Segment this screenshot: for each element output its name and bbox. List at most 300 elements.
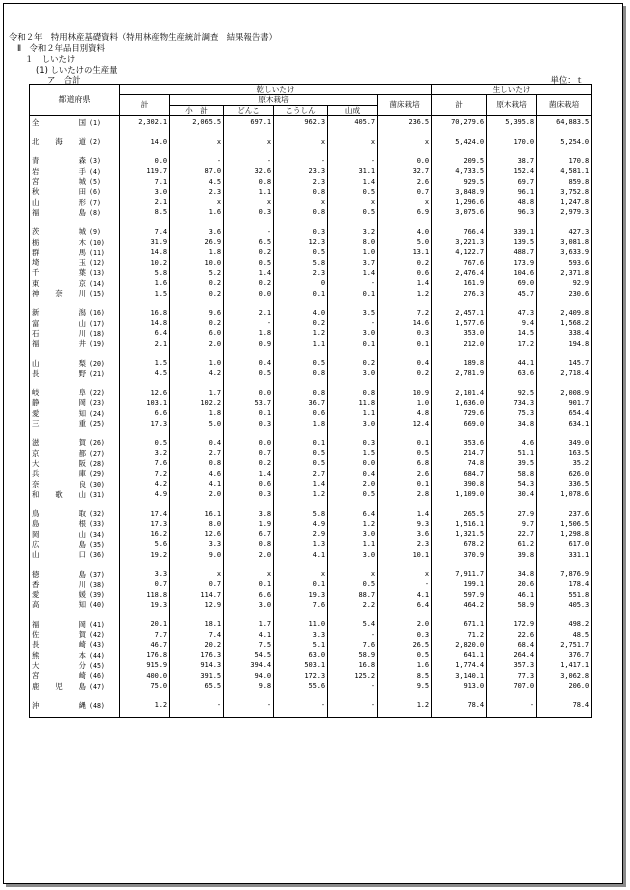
table-row bbox=[30, 177, 592, 187]
prefecture-name: 栃木 bbox=[32, 237, 86, 247]
value-cell: 96.1 bbox=[487, 187, 537, 197]
value-cell: 3.6 bbox=[378, 530, 432, 540]
value-cell: 47.3 bbox=[487, 308, 537, 318]
value-cell: 0.1 bbox=[274, 580, 328, 590]
prefecture-name: 鳥取 bbox=[32, 509, 86, 519]
spacer-cell bbox=[274, 299, 328, 308]
value-cell: 767.6 bbox=[432, 258, 487, 268]
prefecture-cell bbox=[30, 319, 120, 329]
value-cell: 2.3 bbox=[170, 187, 224, 197]
value-cell: 2.0 bbox=[328, 480, 378, 490]
prefecture-name: 島根 bbox=[32, 519, 86, 529]
value-cell: 170.8 bbox=[537, 156, 592, 166]
value-cell: 1.8 bbox=[274, 419, 328, 429]
prefecture-name: 長野 bbox=[32, 368, 86, 378]
spacer-cell bbox=[328, 561, 378, 570]
value-cell: 405.3 bbox=[537, 600, 592, 610]
value-cell: 2,065.5 bbox=[170, 115, 224, 128]
table-row bbox=[30, 167, 592, 177]
value-cell: 5.8 bbox=[274, 258, 328, 268]
prefecture-name: 滋賀 bbox=[32, 438, 86, 448]
value-cell: 237.6 bbox=[537, 509, 592, 519]
sanseki-header: 山成 bbox=[328, 105, 378, 115]
value-cell: 2.9 bbox=[274, 530, 328, 540]
value-cell: 1,636.0 bbox=[432, 398, 487, 408]
prefecture-cell bbox=[30, 369, 120, 379]
subsection-title: (1) しいたけの生産量 bbox=[36, 65, 118, 75]
spacer-cell bbox=[378, 379, 432, 388]
value-cell: 4.0 bbox=[378, 227, 432, 237]
value-cell: 1.8 bbox=[170, 248, 224, 258]
value-cell: 3.3 bbox=[274, 630, 328, 640]
value-cell: 11.8 bbox=[328, 398, 378, 408]
value-cell: 88.7 bbox=[328, 590, 378, 600]
prefecture-name: 広島 bbox=[32, 539, 86, 549]
prefecture-name: 大分 bbox=[32, 660, 86, 670]
value-cell: 176.8 bbox=[120, 651, 170, 661]
value-cell: 0.2 bbox=[274, 319, 328, 329]
prefecture-name: 奈良 bbox=[32, 479, 86, 489]
prefecture-name: 山梨 bbox=[32, 358, 86, 368]
value-cell: 34.8 bbox=[487, 419, 537, 429]
row-code: (38) bbox=[89, 580, 105, 589]
prefecture-cell bbox=[30, 359, 120, 369]
table-row bbox=[30, 137, 592, 147]
prefecture-name: 山形 bbox=[32, 197, 86, 207]
value-cell: 2,781.9 bbox=[432, 369, 487, 379]
value-cell: x bbox=[328, 198, 378, 208]
value-cell: 16.8 bbox=[120, 308, 170, 318]
table-row bbox=[30, 620, 592, 630]
prefecture-name: 徳島 bbox=[32, 569, 86, 579]
value-cell: 3,075.6 bbox=[432, 208, 487, 218]
spacer-cell bbox=[224, 350, 274, 359]
value-cell: 1.2 bbox=[274, 329, 328, 339]
value-cell: 1.9 bbox=[224, 519, 274, 529]
value-cell: 19.3 bbox=[120, 600, 170, 610]
spacer-cell bbox=[487, 128, 537, 137]
value-cell: 0.2 bbox=[328, 359, 378, 369]
spacer-cell bbox=[487, 350, 537, 359]
value-cell: 2.6 bbox=[378, 469, 432, 479]
row-code: (18) bbox=[89, 329, 105, 338]
value-cell: 27.9 bbox=[487, 509, 537, 519]
value-cell: 5.4 bbox=[328, 620, 378, 630]
table-row bbox=[30, 329, 592, 339]
value-cell: x bbox=[224, 570, 274, 580]
value-cell: 0.4 bbox=[378, 359, 432, 369]
prefecture-name: 愛知 bbox=[32, 408, 86, 418]
value-cell: 58.8 bbox=[487, 469, 537, 479]
spacer-cell bbox=[537, 299, 592, 308]
prefecture-cell bbox=[30, 187, 120, 197]
value-cell: 23.3 bbox=[274, 167, 328, 177]
value-cell: - bbox=[328, 630, 378, 640]
fresh-bed-cultivation-header: 菌床栽培 bbox=[537, 95, 592, 116]
value-cell: 3.0 bbox=[328, 530, 378, 540]
table-row bbox=[30, 682, 592, 692]
value-cell: 10.1 bbox=[378, 550, 432, 560]
value-cell: 1.4 bbox=[328, 268, 378, 278]
prefecture-cell bbox=[30, 268, 120, 278]
spacer-cell bbox=[537, 561, 592, 570]
value-cell: 178.4 bbox=[537, 580, 592, 590]
prefecture-name: 北海道 bbox=[32, 137, 86, 147]
prefecture-name: 岩手 bbox=[32, 166, 86, 176]
value-cell: 962.3 bbox=[274, 115, 328, 128]
value-cell: 173.9 bbox=[487, 258, 537, 268]
value-cell: 2,751.7 bbox=[537, 640, 592, 650]
table-row bbox=[30, 238, 592, 248]
value-cell: 1.5 bbox=[328, 449, 378, 459]
prefecture-cell bbox=[30, 308, 120, 318]
value-cell: 0.5 bbox=[328, 187, 378, 197]
prefecture-cell bbox=[30, 540, 120, 550]
value-cell: 77.3 bbox=[487, 671, 537, 681]
value-cell: 38.7 bbox=[487, 156, 537, 166]
table-row bbox=[30, 449, 592, 459]
prefecture-cell bbox=[30, 570, 120, 580]
value-cell: 8.5 bbox=[378, 671, 432, 681]
value-cell: 641.1 bbox=[432, 651, 487, 661]
row-code: (23) bbox=[89, 399, 105, 408]
spacer-cell bbox=[120, 500, 170, 509]
value-cell: 626.0 bbox=[537, 469, 592, 479]
value-cell: 2,101.4 bbox=[432, 388, 487, 398]
table-row bbox=[30, 580, 592, 590]
prefecture-cell bbox=[30, 630, 120, 640]
value-cell: 427.3 bbox=[537, 227, 592, 237]
table-row bbox=[30, 388, 592, 398]
prefecture-name: 埼玉 bbox=[32, 258, 86, 268]
value-cell: 2,718.4 bbox=[537, 369, 592, 379]
value-cell: 68.4 bbox=[487, 640, 537, 650]
value-cell: 3.8 bbox=[224, 509, 274, 519]
value-cell: - bbox=[328, 279, 378, 289]
value-cell: - bbox=[224, 227, 274, 237]
spacer-cell bbox=[537, 692, 592, 701]
value-cell: 1.0 bbox=[378, 398, 432, 408]
prefecture-cell bbox=[30, 480, 120, 490]
spacer-cell bbox=[432, 379, 487, 388]
value-cell: 336.5 bbox=[537, 480, 592, 490]
value-cell: x bbox=[274, 137, 328, 147]
value-cell: 212.0 bbox=[432, 339, 487, 349]
spacer-cell bbox=[120, 692, 170, 701]
value-cell: 1,109.0 bbox=[432, 490, 487, 500]
spacer-cell bbox=[537, 350, 592, 359]
table-row bbox=[30, 600, 592, 610]
value-cell: 0.7 bbox=[170, 580, 224, 590]
value-cell: - bbox=[224, 319, 274, 329]
value-cell: - bbox=[328, 156, 378, 166]
value-cell: x bbox=[378, 137, 432, 147]
value-cell: 1.4 bbox=[224, 268, 274, 278]
table-row bbox=[30, 490, 592, 500]
value-cell: 264.4 bbox=[487, 651, 537, 661]
spacer-cell bbox=[487, 692, 537, 701]
spacer-cell bbox=[120, 429, 170, 438]
value-cell: 26.5 bbox=[378, 640, 432, 650]
prefecture-cell bbox=[30, 490, 120, 500]
prefecture-name: 長崎 bbox=[32, 640, 86, 650]
value-cell: 634.1 bbox=[537, 419, 592, 429]
table-row bbox=[30, 268, 592, 278]
value-cell: 53.7 bbox=[224, 398, 274, 408]
value-cell: 0.6 bbox=[224, 480, 274, 490]
value-cell: 2.1 bbox=[120, 198, 170, 208]
value-cell: 230.6 bbox=[537, 289, 592, 299]
value-cell: 22.6 bbox=[487, 630, 537, 640]
value-cell: 5.8 bbox=[120, 268, 170, 278]
spacer-cell bbox=[170, 611, 224, 620]
value-cell: x bbox=[224, 137, 274, 147]
value-cell: 498.2 bbox=[537, 620, 592, 630]
prefecture-name: 福島 bbox=[32, 207, 86, 217]
value-cell: 0.5 bbox=[274, 449, 328, 459]
value-cell: 31.1 bbox=[328, 167, 378, 177]
value-cell: 2,409.8 bbox=[537, 308, 592, 318]
prefecture-name: 兵庫 bbox=[32, 469, 86, 479]
value-cell: 65.5 bbox=[170, 682, 224, 692]
value-cell: 14.5 bbox=[487, 329, 537, 339]
row-code: (48) bbox=[89, 701, 105, 710]
spacer-cell bbox=[224, 299, 274, 308]
spacer-cell bbox=[432, 128, 487, 137]
spacer-cell bbox=[328, 350, 378, 359]
spacer-cell bbox=[274, 692, 328, 701]
value-cell: 678.2 bbox=[432, 540, 487, 550]
value-cell: 7.1 bbox=[120, 177, 170, 187]
value-cell: 901.7 bbox=[537, 398, 592, 408]
prefecture-cell bbox=[30, 590, 120, 600]
value-cell: 2.8 bbox=[378, 490, 432, 500]
table-row bbox=[30, 279, 592, 289]
value-cell: 0.5 bbox=[274, 248, 328, 258]
value-cell: 3.7 bbox=[328, 258, 378, 268]
value-cell: 7.7 bbox=[120, 630, 170, 640]
value-cell: 654.4 bbox=[537, 409, 592, 419]
value-cell: x bbox=[170, 198, 224, 208]
row-code: (19) bbox=[89, 340, 105, 349]
shiitake-production-table bbox=[29, 84, 592, 718]
value-cell: 75.3 bbox=[487, 409, 537, 419]
prefecture-cell bbox=[30, 398, 120, 408]
value-cell: 0.2 bbox=[378, 258, 432, 268]
value-cell: 7.5 bbox=[224, 640, 274, 650]
prefecture-name: 富山 bbox=[32, 318, 86, 328]
value-cell: 7.4 bbox=[120, 227, 170, 237]
value-cell: 36.7 bbox=[274, 398, 328, 408]
value-cell: 0.3 bbox=[328, 438, 378, 448]
prefecture-name: 大阪 bbox=[32, 458, 86, 468]
value-cell: 17.3 bbox=[120, 419, 170, 429]
table-row bbox=[30, 248, 592, 258]
prefecture-cell bbox=[30, 671, 120, 681]
row-code: (20) bbox=[89, 359, 105, 368]
value-cell: 6.4 bbox=[120, 329, 170, 339]
prefecture-name: 愛媛 bbox=[32, 590, 86, 600]
value-cell: 63.6 bbox=[487, 369, 537, 379]
value-cell: 2.2 bbox=[328, 600, 378, 610]
value-cell: 4.0 bbox=[274, 308, 328, 318]
prefecture-name: 神奈川 bbox=[32, 289, 86, 299]
row-code: (43) bbox=[89, 641, 105, 650]
value-cell: 6.9 bbox=[378, 208, 432, 218]
value-cell: 92.5 bbox=[487, 388, 537, 398]
value-cell: 4.5 bbox=[120, 369, 170, 379]
spacer-cell bbox=[537, 500, 592, 509]
value-cell: 0.2 bbox=[378, 369, 432, 379]
value-cell: 0.2 bbox=[224, 279, 274, 289]
report-title: 令和２年 特用林産基礎資料（特用林産物生産統計調査 結果報告書） bbox=[9, 32, 277, 42]
spacer-cell bbox=[224, 147, 274, 156]
spacer-cell bbox=[328, 611, 378, 620]
value-cell: 0.5 bbox=[378, 651, 432, 661]
value-cell: 34.8 bbox=[487, 570, 537, 580]
value-cell: 18.1 bbox=[170, 620, 224, 630]
value-cell: 4.9 bbox=[274, 519, 328, 529]
fresh-total-header: 計 bbox=[432, 95, 487, 116]
row-code: (47) bbox=[89, 682, 105, 691]
spacer-cell bbox=[170, 218, 224, 227]
value-cell: 0.6 bbox=[274, 409, 328, 419]
value-cell: 114.7 bbox=[170, 590, 224, 600]
value-cell: 734.3 bbox=[487, 398, 537, 408]
value-cell: 6.6 bbox=[120, 409, 170, 419]
prefecture-cell bbox=[30, 177, 120, 187]
donko-header: どんこ bbox=[224, 105, 274, 115]
table-row bbox=[30, 115, 592, 128]
value-cell: 206.0 bbox=[537, 682, 592, 692]
value-cell: 17.3 bbox=[120, 519, 170, 529]
value-cell: 1.6 bbox=[120, 279, 170, 289]
row-spacer bbox=[30, 429, 592, 438]
prefecture-name: 香川 bbox=[32, 579, 86, 589]
value-cell: 189.8 bbox=[432, 359, 487, 369]
value-cell: 0.0 bbox=[224, 438, 274, 448]
value-cell: 0.3 bbox=[224, 419, 274, 429]
spacer-cell bbox=[378, 692, 432, 701]
prefecture-cell bbox=[30, 289, 120, 299]
spacer-cell bbox=[30, 128, 120, 137]
value-cell: 1.4 bbox=[378, 509, 432, 519]
value-cell: 0.1 bbox=[328, 289, 378, 299]
value-cell: 0.2 bbox=[170, 289, 224, 299]
value-cell: - bbox=[170, 156, 224, 166]
value-cell: x bbox=[328, 137, 378, 147]
prefecture-name: 静岡 bbox=[32, 398, 86, 408]
dry-total-header: 計 bbox=[120, 95, 170, 116]
row-code: (40) bbox=[89, 601, 105, 610]
value-cell: 2.7 bbox=[170, 449, 224, 459]
value-cell: x bbox=[224, 198, 274, 208]
value-cell: 2,371.8 bbox=[537, 268, 592, 278]
value-cell: 161.9 bbox=[432, 279, 487, 289]
row-code: (29) bbox=[89, 470, 105, 479]
value-cell: 3.2 bbox=[120, 449, 170, 459]
spacer-cell bbox=[170, 128, 224, 137]
value-cell: 1.7 bbox=[170, 388, 224, 398]
table-row bbox=[30, 590, 592, 600]
value-cell: 12.9 bbox=[170, 600, 224, 610]
value-cell: 1.2 bbox=[274, 490, 328, 500]
value-cell: - bbox=[378, 580, 432, 590]
value-cell: 4.8 bbox=[378, 409, 432, 419]
value-cell: 370.9 bbox=[432, 550, 487, 560]
value-cell: 0.0 bbox=[328, 459, 378, 469]
value-cell: 593.6 bbox=[537, 258, 592, 268]
value-cell: 152.4 bbox=[487, 167, 537, 177]
value-cell: - bbox=[224, 156, 274, 166]
value-cell: 0.7 bbox=[120, 580, 170, 590]
value-cell: 9.0 bbox=[170, 550, 224, 560]
spacer-cell bbox=[274, 429, 328, 438]
fresh-log-cultivation-header: 原木栽培 bbox=[487, 95, 537, 116]
prefecture-name: 福井 bbox=[32, 339, 86, 349]
value-cell: 353.0 bbox=[432, 329, 487, 339]
dry-shiitake-header: 乾しいたけ bbox=[120, 85, 432, 95]
value-cell: 9.7 bbox=[487, 519, 537, 529]
row-code: (21) bbox=[89, 369, 105, 378]
value-cell: 3.5 bbox=[328, 308, 378, 318]
value-cell: 16.8 bbox=[328, 661, 378, 671]
value-cell: 1,321.5 bbox=[432, 530, 487, 540]
value-cell: 331.1 bbox=[537, 550, 592, 560]
row-code: (16) bbox=[89, 309, 105, 318]
value-cell: 6.6 bbox=[224, 590, 274, 600]
table-row bbox=[30, 198, 592, 208]
value-cell: 58.9 bbox=[328, 651, 378, 661]
row-code: (39) bbox=[89, 591, 105, 600]
value-cell: 1,568.2 bbox=[537, 319, 592, 329]
prefecture-cell bbox=[30, 208, 120, 218]
value-cell: 104.6 bbox=[487, 268, 537, 278]
row-code: (22) bbox=[89, 389, 105, 398]
spacer-cell bbox=[170, 350, 224, 359]
row-code: (10) bbox=[89, 238, 105, 247]
value-cell: 1,577.6 bbox=[432, 319, 487, 329]
value-cell: 1,516.1 bbox=[432, 519, 487, 529]
table-row bbox=[30, 156, 592, 166]
spacer-cell bbox=[274, 128, 328, 137]
value-cell: 14.8 bbox=[120, 319, 170, 329]
prefecture-name: 全国 bbox=[32, 117, 86, 127]
value-cell: 176.3 bbox=[170, 651, 224, 661]
prefecture-name: 秋田 bbox=[32, 187, 86, 197]
value-cell: 7.6 bbox=[328, 640, 378, 650]
value-cell: 0.1 bbox=[378, 339, 432, 349]
value-cell: 684.7 bbox=[432, 469, 487, 479]
value-cell: 0.1 bbox=[224, 409, 274, 419]
value-cell: 1,417.1 bbox=[537, 661, 592, 671]
value-cell: x bbox=[274, 198, 328, 208]
prefecture-cell bbox=[30, 438, 120, 448]
spacer-cell bbox=[378, 299, 432, 308]
value-cell: 1,506.5 bbox=[537, 519, 592, 529]
value-cell: 3,752.8 bbox=[537, 187, 592, 197]
spacer-cell bbox=[487, 500, 537, 509]
value-cell: 0.4 bbox=[170, 438, 224, 448]
value-cell: 1.4 bbox=[274, 480, 328, 490]
prefecture-cell bbox=[30, 682, 120, 692]
table-row bbox=[30, 187, 592, 197]
row-code: (46) bbox=[89, 672, 105, 681]
prefecture-cell bbox=[30, 339, 120, 349]
value-cell: 0.9 bbox=[224, 339, 274, 349]
value-cell: 4.9 bbox=[120, 490, 170, 500]
value-cell: 0.0 bbox=[224, 289, 274, 299]
